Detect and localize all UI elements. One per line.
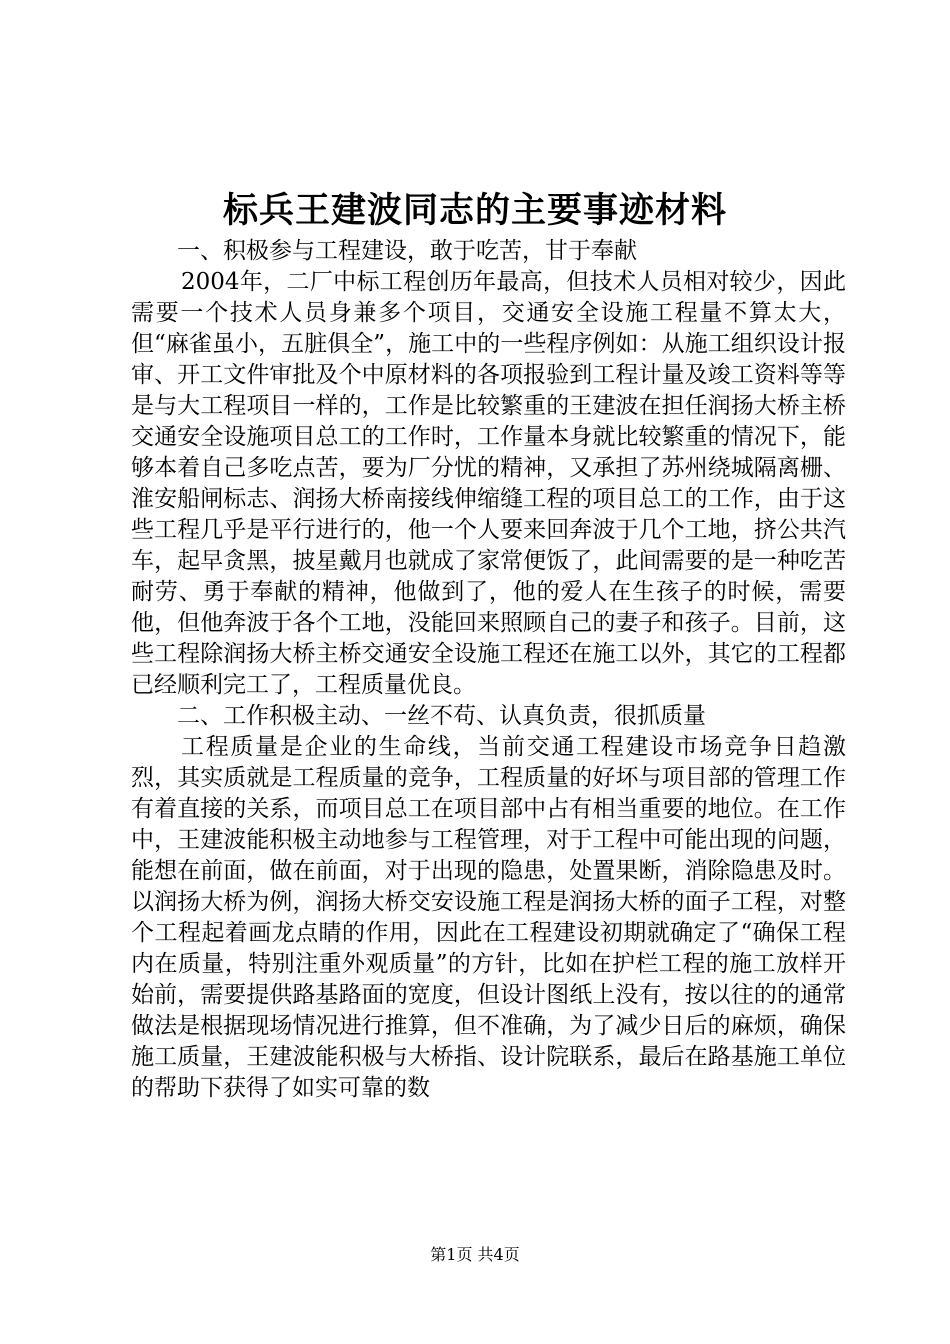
section-heading-1: 一、积极参与工程建设，敢于吃苦，甘于奉献 (177, 238, 637, 264)
page-footer: 第1页 共4页 (430, 1245, 520, 1264)
section-paragraph-1: 2004年，二厂中标工程创历年最高，但技术人员相对较少，因此需要一个技术人员身兼多个项目，交通安全设施工程量不算太大，但“麻雀虽小，五脏俱全”，施工中的一些程序例如：从施工组织设计报审、开工文件审批及个中原材料的各项报验到工程计量及竣工资料等等是与大工程项目一样的，工作是比较繁重的王建波在担任润扬大桥主桥交通安全设施项目总工的工作时，工作量本身就比较繁重的情况下，能够本着自己多吃点苦，要为厂分忧的精神，又承担了苏州绕城隔离栅、淮安船闸标志、润扬大桥南接线伸缩缝工程的项目总工的工作，由于这些工程几乎是平行进行的，他一个人要来回奔波于几个工地，挤公共汽车，起早贪黑，披星戴月也就成了家常便饭了，此间需要的是一种吃苦耐劳、勇于奉献的精神，他做到了，他的爱人在生孩子的时候，需要他，但他奔波于各个工地，没能回来照顾自己的妻子和孩子。目前，这些工程除润扬大桥主桥交通安全设施工程还在施工以外，其它的工程都已经顺利完工了，工程质量优良。 (131, 269, 846, 698)
section-heading-2: 二、工作积极主动、一丝不苟、认真负责，很抓质量 (177, 703, 706, 729)
document-body (131, 236, 846, 1104)
document-title: 标兵王建波同志的主要事迹材料 (222, 190, 727, 231)
section-paragraph-2: 工程质量是企业的生命线，当前交通工程建设市场竞争日趋激烈，其实质就是工程质量的竞争，工程质量的好坏与项目部的管理工作有着直接的关系，而项目总工在项目部中占有相当重要的地位。在工作中，王建波能积极主动地参与工程管理，对于工程中可能出现的问题，能想在前面，做在前面，对于出现的隐患，处置果断，消除隐患及时。以润扬大桥为例，润扬大桥交安设施工程是润扬大桥的面子工程，对整个工程起着画龙点睛的作用，因此在工程建设初期就确定了“确保工程内在质量，特别注重外观质量”的方针，比如在护栏工程的施工放样开始前，需要提供路基路面的宽度，但设计图纸上没有，按以往的的通常做法是根据现场情况进行推算，但不准确，为了减少日后的麻烦，确保施工质量，王建波能积极与大桥指、设计院联系，最后在路基施工单位的帮助下获得了如实可靠的数 (131, 734, 846, 1101)
